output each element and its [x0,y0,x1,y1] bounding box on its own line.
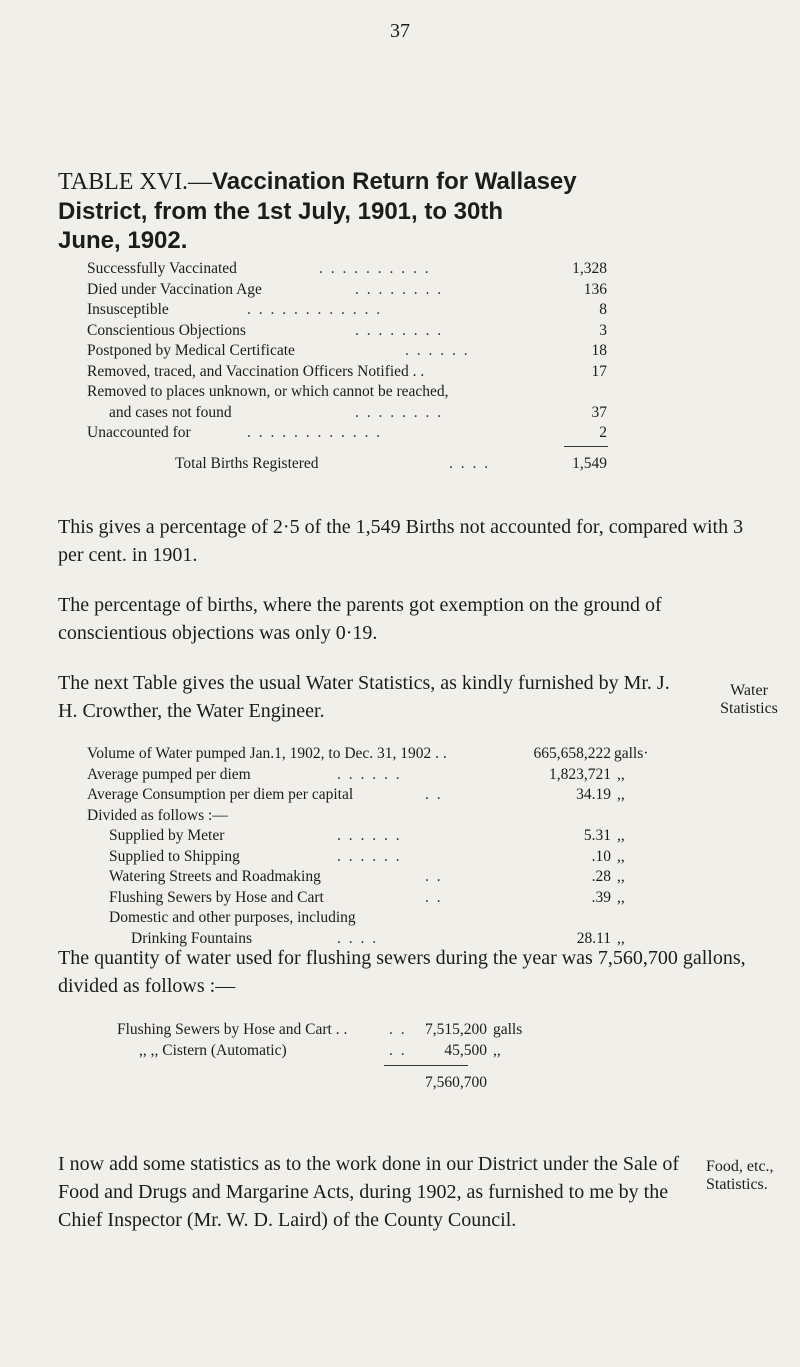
flushing-total-row: 7,560,700 [425,1074,487,1091]
water-row: Flushing Sewers by Hose and Cart . . .39 ,, [109,888,625,906]
title-line2: District, from the 1st July, 1901, to 30th [58,198,504,225]
flushing-total-rule [384,1065,468,1066]
margin-note-food: Food, etc., Statistics. [706,1158,774,1193]
water-row: Volume of Water pumped Jan.1, 1902, to Dec. 31, 1902 . . 665,658,222 galls· [87,745,649,762]
title-lead: TABLE XVI.— [58,169,213,195]
page-number: 37 [390,20,410,42]
vaccination-row: Insusceptible . . . . . . . . . . . . 8 [87,301,607,318]
vaccination-row: Unaccounted for . . . . . . . . . . . . 2 [87,424,607,441]
title-line3: June, 1902. [58,227,188,254]
paragraph-flushing: The quantity of water used for flushing sewers during the year was 7,560,700 gallons, divided as follows :— [58,947,746,997]
vaccination-row: Postponed by Medical Certificate . . . . . . 18 [87,342,607,359]
water-row: Domestic and other purposes, including [109,909,356,926]
total-row: Total Births Registered . . . . 1,549 [175,455,607,472]
paragraph-objections: The percentage of births, where the parents got exemption on the ground of conscientious objections was only 0·19. [58,594,662,644]
water-row: Supplied by Meter . . . . . . 5.31 ,, [109,827,625,844]
vaccination-row: Removed, traced, and Vaccination Officers Notified . . 17 [87,362,607,380]
water-row: Drinking Fountains . . . . 28.11 ,, [131,929,625,947]
water-row: Average pumped per diem . . . . . . 1,823,721 ,, [87,765,625,783]
vaccination-row: Successfully Vaccinated . . . . . . . . . . 1,328 [87,260,607,277]
flushing-row: Flushing Sewers by Hose and Cart . . . . 7,515,200 galls [117,1021,523,1038]
vaccination-table [87,259,607,444]
vaccination-row: and cases not found . . . . . . . . 37 [109,403,607,421]
water-row: Average Consumption per diem per capital . . 34.19 ,, [87,786,625,803]
water-statistics-table [87,744,697,949]
vaccination-row: Removed to places unknown, or which cannot be reached, [87,383,449,400]
flushing-table [117,1020,637,1061]
flushing-row: ,, ,, Cistern (Automatic) . . 45,500 ,, [139,1041,501,1059]
water-row: Watering Streets and Roadmaking . . .28 ,, [109,868,625,885]
water-row: Supplied to Shipping . . . . . . .10 ,, [109,847,625,865]
vaccination-total [87,454,607,475]
paragraph-percentage: This gives a percentage of 2·5 of the 1,549 Births not accounted for, compared with 3 per cent. in 1901. [58,516,744,566]
margin-note-water: Water Statistics [720,682,778,717]
vaccination-row: Conscientious Objections . . . . . . . . 3 [87,321,607,339]
paragraph-food: I now add some statistics as to the work done in our District under the Sale of Food and Drugs and Margarine Acts, during 1902, as furnished to me by the Chief Inspector (Mr. W. D. Laird) of the County Council. [58,1153,679,1231]
vaccination-row: Died under Vaccination Age . . . . . . . . 136 [87,280,607,298]
paragraph-water-intro: The next Table gives the usual Water Statistics, as kindly furnished by Mr. J. H. Crowther, the Water Engineer. [58,672,670,722]
water-row: Divided as follows :— [87,806,228,824]
table-title [58,167,778,255]
title-line1: Vaccination Return for Wallasey [212,168,577,195]
total-rule [564,446,608,447]
flushing-total [117,1073,637,1094]
